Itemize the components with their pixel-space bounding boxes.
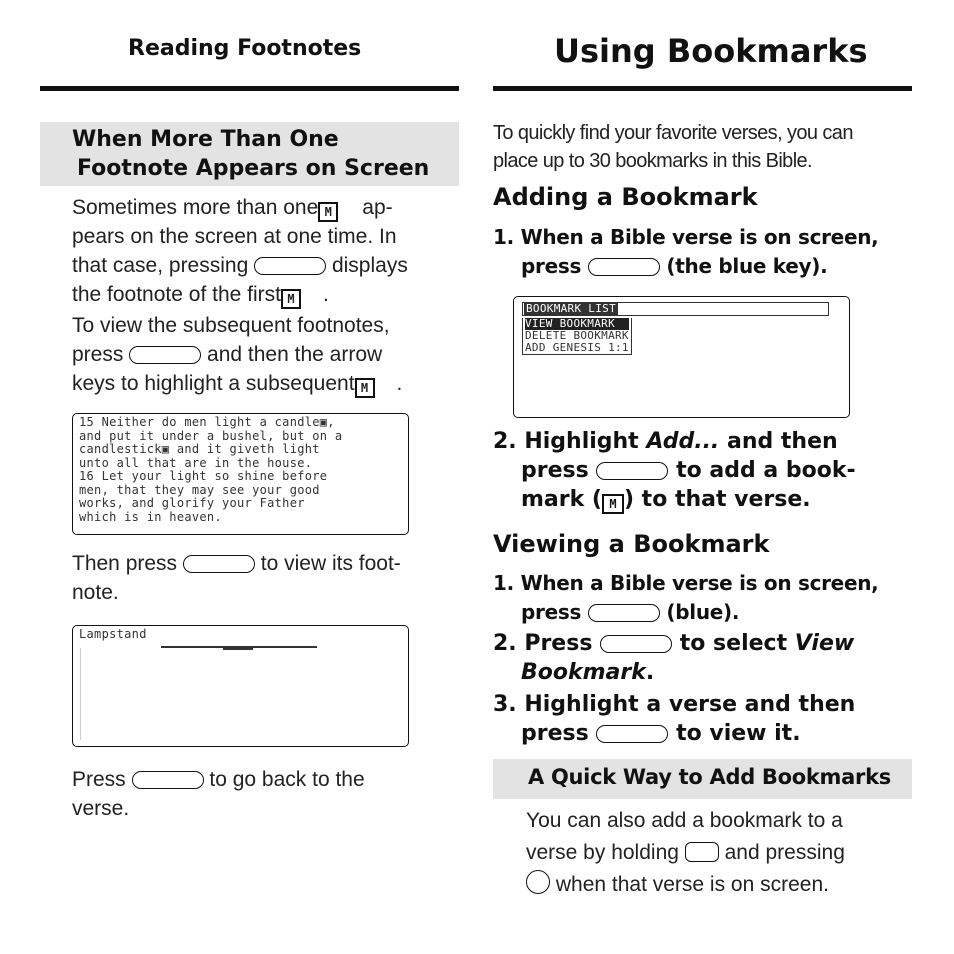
- back-key-icon: [132, 771, 204, 789]
- screen-footnote-title: Lampstand: [79, 627, 147, 641]
- screen-left-gutter: [80, 648, 81, 740]
- enter-key-icon: [254, 257, 326, 275]
- screen-title-underline-mark: [223, 647, 253, 650]
- enter-key-icon: [129, 346, 201, 364]
- enter-key-icon: [596, 725, 668, 743]
- right-intro: To quickly find your favorite verses, you can place up to 30 bookmarks in this Bible.: [493, 122, 853, 172]
- screen-verse-line: 15 Neither do men light a candle▣,: [79, 415, 335, 429]
- enter-key-icon: [596, 462, 668, 480]
- view-step-3: 3. Highlight a verse and then press to view it.: [493, 692, 856, 746]
- left-paragraph-1: Sometimes more than one M ap- pears on the screen at one time. In that case, pressing displays the footnote of the first M .: [72, 193, 462, 309]
- footnote-icon: M: [318, 202, 338, 222]
- enter-key-icon: [183, 555, 255, 573]
- left-page-header: Reading Footnotes: [128, 36, 362, 61]
- left-paragraph-2: To view the subsequent footnotes, press and then the arrow keys to highlight a subsequent M .: [72, 311, 462, 398]
- screen-verse-line: men, that they may see your good: [79, 482, 320, 497]
- enter-key-icon: [600, 635, 672, 653]
- view-step-2: 2. Press to select View Bookmark.: [493, 631, 855, 685]
- screen-verse-line: candlestick▣ and it giveth light: [79, 442, 320, 456]
- footnote-icon: M: [281, 289, 301, 309]
- viewing-bookmark-heading: Viewing a Bookmark: [493, 530, 770, 558]
- quick-way-heading: A Quick Way to Add Bookmarks: [528, 765, 891, 789]
- screen-verse-line: 16 Let your light so shine before: [79, 469, 328, 483]
- blue-key-icon: [588, 604, 660, 622]
- menu-item-list: [522, 318, 632, 355]
- menu-item[interactable]: DELETE BOOKMARK: [525, 329, 629, 342]
- device-screen-bookmark-menu: [513, 296, 850, 418]
- left-paragraph-4: Press to go back to the verse.: [72, 768, 365, 820]
- device-screen-verses: [72, 413, 409, 535]
- bookmark-icon: M: [602, 494, 624, 514]
- add-step-2: 2. Highlight Add... and then press to add a book- mark ( M ) to that verse.: [493, 429, 856, 512]
- menu-item[interactable]: ADD GENESIS 1:1: [525, 341, 629, 354]
- modifier-key-icon: [685, 842, 719, 862]
- device-screen-footnote: [72, 625, 409, 747]
- right-header-rule: [493, 86, 912, 91]
- blue-key-icon: [588, 258, 660, 276]
- screen-verse-line: works, and glorify your Father: [79, 496, 305, 510]
- left-section-title: When More Than One Footnote Appears on Screen: [72, 127, 430, 181]
- view-step-1: 1. When a Bible verse is on screen, press (blue).: [493, 571, 879, 624]
- screen-verse-line: and put it under a bushel, but on a: [79, 428, 343, 443]
- screen-verse-line: which is in heaven.: [79, 509, 222, 524]
- left-paragraph-3: Then press to view its foot- note.: [72, 552, 401, 604]
- footnote-icon: M: [355, 378, 375, 398]
- adding-bookmark-heading: Adding a Bookmark: [493, 183, 758, 211]
- screen-verse-text: [79, 416, 342, 524]
- bookmark-key-icon: [526, 870, 550, 894]
- add-step-1: 1. When a Bible verse is on screen, press (the blue key).: [493, 225, 879, 278]
- menu-header-label: BOOKMARK LIST: [526, 302, 616, 315]
- menu-item[interactable]: VIEW BOOKMARK: [525, 318, 629, 330]
- screen-verse-line: unto all that are in the house.: [79, 455, 313, 470]
- right-page-title: Using Bookmarks: [554, 32, 868, 70]
- quick-way-text: You can also add a bookmark to a verse by holding and pressing when that verse is on screen.: [526, 809, 845, 896]
- left-header-rule: [40, 86, 459, 91]
